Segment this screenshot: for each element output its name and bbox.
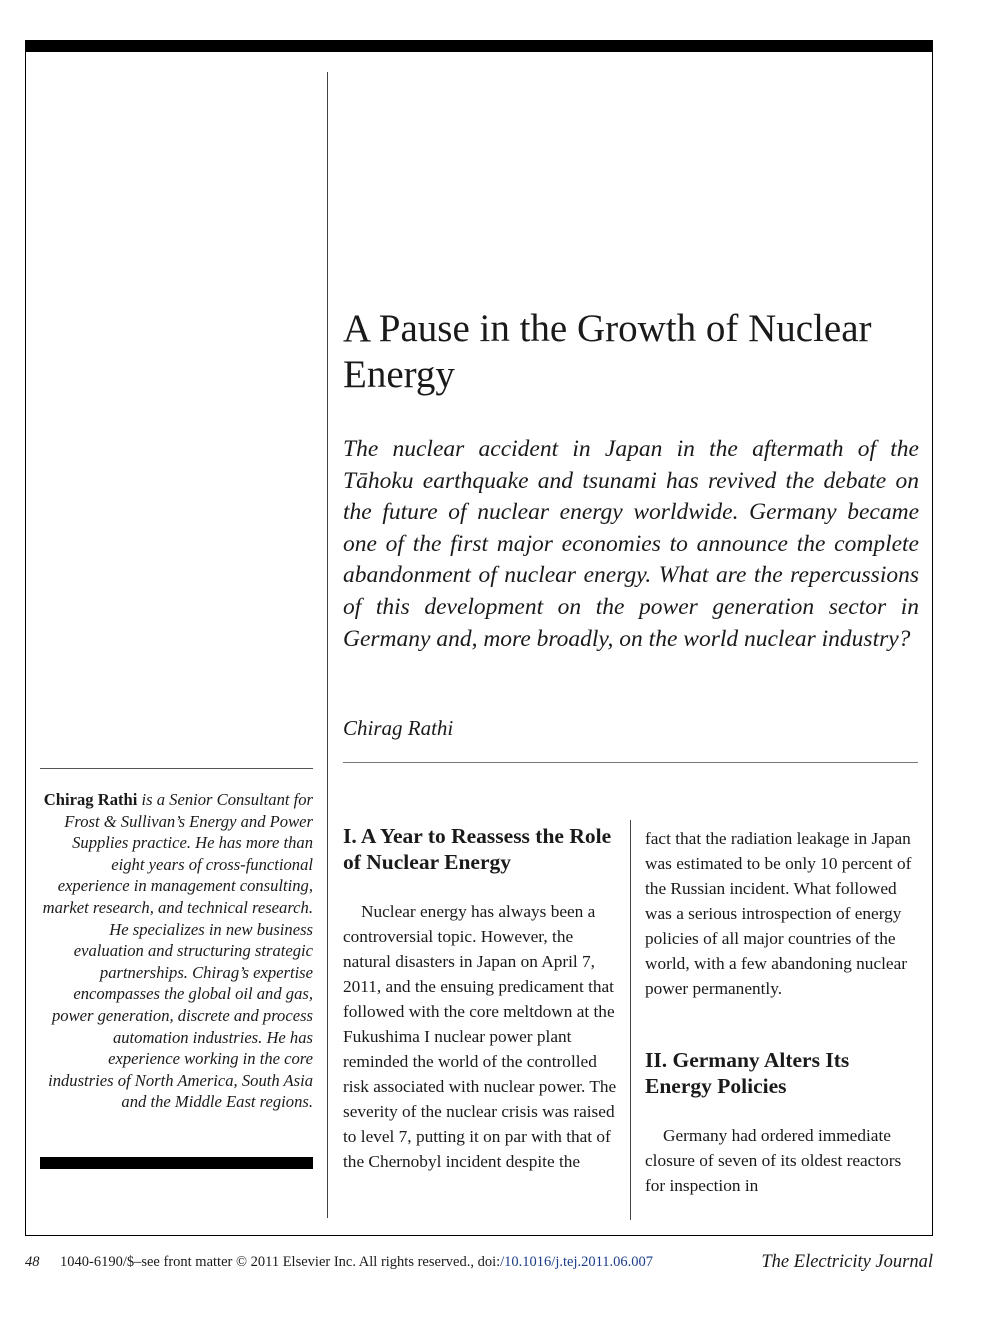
body-column-2 xyxy=(645,826,921,1198)
bio-text: is a Senior Consultant for Frost & Sullivan’s Energy and Power Supplies practice. He has more than eight years of cross-functional experience in management consulting, market research, and technical research. He specializes in new business evaluation and structuring strategic partnerships. Chirag’s expertise encompasses the global oil and gas, power generation, discrete and process automation industries. He has experience working in the core industries of North America, South Asia and the Middle East regions. xyxy=(42,790,313,1112)
bio-author-name: Chirag Rathi xyxy=(43,790,138,809)
section-1-paragraph: Nuclear energy has always been a controversial topic. However, the natural disasters in Japan on April 7, 2011, and the ensuing predicament that followed with the core meltdown at the Fukushima I nuclear power plant reminded the world of the controlled risk associated with nuclear power. The severity of the nuclear crisis was raised to level 7, putting it on par with that of the Chernobyl incident despite the xyxy=(343,902,617,1171)
page-footer xyxy=(25,1252,933,1276)
copyright-line xyxy=(60,1254,653,1271)
bio-top-rule xyxy=(40,768,313,769)
bio-bottom-bar xyxy=(40,1157,313,1169)
section-2-heading: II. Germany Alters Its Energy Policies xyxy=(645,1048,850,1098)
section-1-paragraph-continued: fact that the radiation leakage in Japan was estimated to be only 10 percent of the Russian incident. What followed was a serious introspection of energy policies of all major countries of the world, with a few abandoning nuclear power permanently. xyxy=(645,829,912,998)
section-1-heading: I. A Year to Reassess the Role of Nuclear Energy xyxy=(343,824,612,874)
abstract-divider xyxy=(343,762,918,763)
frame-left-border xyxy=(25,52,26,1236)
doi-link[interactable]: /10.1016/j.tej.2011.06.007 xyxy=(500,1254,654,1270)
article-abstract: The nuclear accident in Japan in the aftermath of the Tāhoku earthquake and tsunami has revived the debate on the future of nuclear energy worldwide. Germany became one of the first major economies to announce the complete abandonment of nuclear energy. What are the repercussions of this development on the power generation sector in Germany and, more broadly, on the world nuclear industry? xyxy=(343,436,919,652)
page-number: 48 xyxy=(25,1254,40,1270)
section-2-paragraph: Germany had ordered immediate closure of seven of its oldest reactors for inspection in xyxy=(645,1126,902,1195)
column-divider-main xyxy=(327,72,328,1218)
copyright-text: 1040-6190/$–see front matter © 2011 Elsevier Inc. All rights reserved., doi: xyxy=(60,1254,501,1270)
frame-bottom-border xyxy=(25,1235,933,1236)
column-divider-body xyxy=(630,820,631,1220)
body-column-1 xyxy=(343,823,619,1174)
frame-right-border xyxy=(932,52,933,1236)
article-author: Chirag Rathi xyxy=(343,716,454,740)
author-bio xyxy=(40,789,313,1113)
top-rule-bar xyxy=(25,40,933,52)
journal-name: The Electricity Journal xyxy=(761,1252,933,1272)
article-title: A Pause in the Growth of Nuclear Energy xyxy=(343,307,872,396)
